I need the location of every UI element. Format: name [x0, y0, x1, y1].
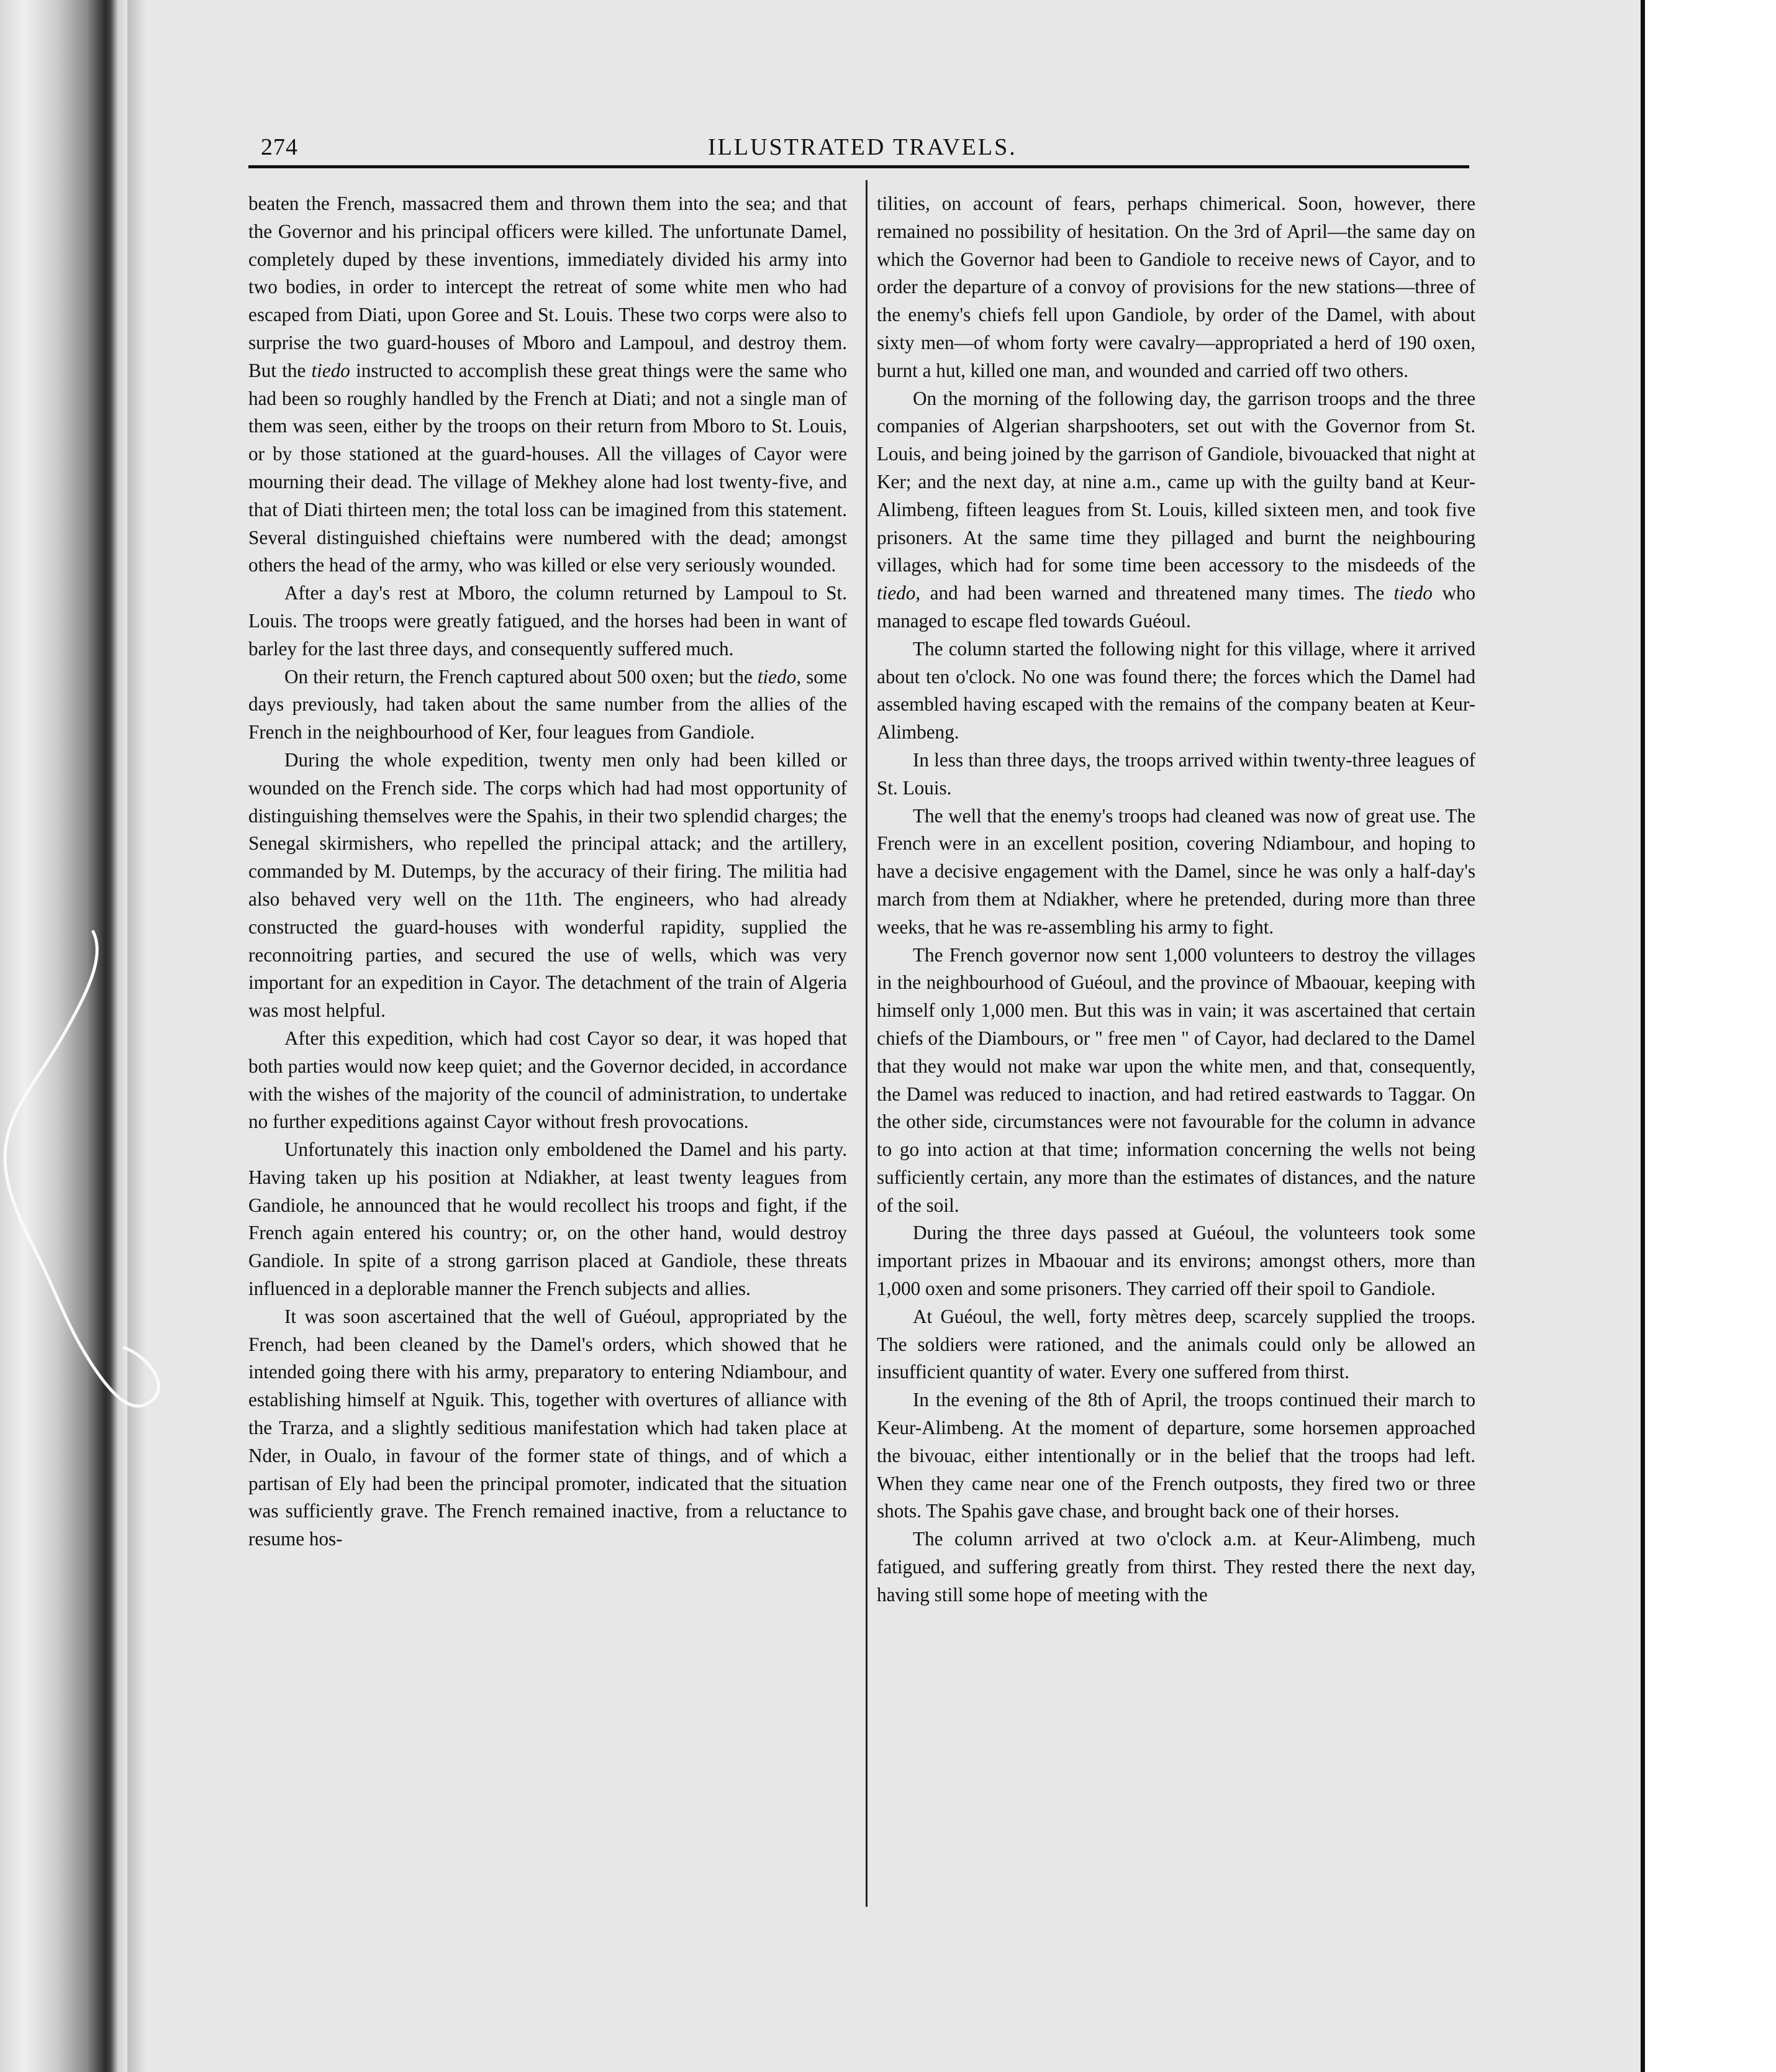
running-header: [261, 134, 1466, 165]
pencil-mark: [0, 919, 261, 1466]
paragraph: After a day's rest at Mboro, the column returned by Lampoul to St. Louis. The troops were greatly fatigued, and the horses had been in want of barley for the last three days, and consequently suffered much.: [248, 582, 847, 660]
paragraph: It was soon ascertained that the well of Guéoul, appropriated by the French, had been cleaned by the Damel's orders, which showed that he intended going there with his army, preparatory to entering Ndiambour, and establishing himself at Nguik. This, together with overtures of alliance with the Trarza, and a slightly seditious manifestation which had taken place at Nder, in Oualo, in favour of the former state of things, and of which a partisan of Ely had been the principal promoter, indicated that the situation was sufficiently grave. The French remained inactive, from a reluctance to resume hos-: [248, 1305, 847, 1550]
page-right-edge: [1641, 0, 1645, 2072]
paragraph: During the three days passed at Guéoul, the volunteers took some important prizes in Mbaouar and its environs; amongst others, more than 1,000 oxen and some prisoners. They carried off their spoil to Gandiole.: [877, 1222, 1475, 1300]
left-column: [248, 190, 847, 1898]
paragraph: In the evening of the 8th of April, the troops continued their march to Keur-Alimbeng. At the moment of departure, some horsemen approached the bivouac, either intentionally or in the belief that the troops had left. When they came near one of the French outposts, they fired two or three shots. The Spahis gave chase, and brought back one of their horses.: [877, 1389, 1475, 1522]
paragraph: The French governor now sent 1,000 volunteers to destroy the villages in the neighbourhood of Guéoul, and the province of Mbaouar, keeping with himself only 1,000 men. But this was in vain; it was ascertained that certain chiefs of the Diambours, or " free men " of Cayor, had declared to the Damel that they would not make war upon the white men, and that, consequently, the Damel was reduced to inaction, and had retired eastwards to Taggar. On the other side, circumstances were not favourable for the column in advance to go into action at that time; information concerning the wells not being sufficiently certain, any more than the estimates of distances, and the nature of the soil.: [877, 943, 1475, 1216]
paragraph: On the morning of the following day, the garrison troops and the three companies of Algerian sharpshooters, set out with the Governor from St. Louis, and being joined by the garrison of Gandiole, bivouacked that night at Ker; and the next day, at nine a.m., came up with the guilty band at Keur-Alimbeng, fifteen leagues from St. Louis, killed sixteen men, and took five prisoners. At the same time they pillaged and burnt the neighbouring villages, which had for some time been accessory to the misdeeds of the tiedo, and had been warned and threatened many times. The tiedo who managed to escape fled towards Guéoul.: [877, 387, 1475, 632]
header-rule: [248, 165, 1469, 168]
scan-margin: [1645, 0, 1776, 2072]
paragraph: The column started the following night for this village, where it arrived about ten o'clock. No one was found there; the forces which the Damel had assembled having escaped with the remains of the company beaten at Keur-Alimbeng.: [877, 637, 1475, 743]
running-title: ILLUSTRATED TRAVELS.: [708, 134, 1017, 160]
right-column: [877, 190, 1475, 1898]
paragraph: The column arrived at two o'clock a.m. at Keur-Alimbeng, much fatigued, and suffering greatly from thirst. They rested there the next day, having still some hope of meeting with the: [877, 1528, 1475, 1606]
page-number: 274: [261, 134, 298, 160]
paragraph: In less than three days, the troops arrived within twenty-three leagues of St. Louis.: [877, 748, 1475, 799]
paragraph: During the whole expedition, twenty men only had been killed or wounded on the French side. The corps which had had most opportunity of distinguishing themselves were the Spahis, in their two splendid charges; the Senegal skirmishers, who repelled the principal attack; and the artillery, commanded by M. Dutemps, by the accuracy of their firing. The militia had also behaved very well on the 11th. The engineers, who had already constructed the guard-houses with wonderful rapidity, supplied the reconnoitring parties, and secured the use of wells, which was very important for an expedition in Cayor. The detachment of the train of Algeria was most helpful.: [248, 748, 847, 1022]
paragraph: beaten the French, massacred them and thrown them into the sea; and that the Governor and his principal officers were killed. The unfortunate Damel, completely duped by these inventions, immediately divided his army into two bodies, in order to intercept the retreat of some white men who had escaped from Diati, upon Goree and St. Louis. These two corps were also to surprise the two guard-houses of Mboro and Lampoul, and destroy them. But the tiedo instructed to accomplish these great things were the same who had been so roughly handled by the French at Diati; and not a single man of them was seen, either by the troops on their return from Mboro to St. Louis, or by those stationed at the guard-houses. All the villages of Cayor were mourning their dead. The village of Mekhey alone had lost twenty-five, and that of Diati thirteen men; the total loss can be imagined from this statement. Several distinguished chieftains were numbered with the dead; amongst others the head of the army, who was killed or else very seriously wounded.: [248, 193, 847, 576]
paragraph: At Guéoul, the well, forty mètres deep, scarcely supplied the troops. The soldiers were rationed, and the animals could only be allowed an insufficient quantity of water. Every one suffered from thirst.: [877, 1305, 1475, 1383]
paragraph: The well that the enemy's troops had cleaned was now of great use. The French were in an excellent position, covering Ndiambour, and hoping to have a decisive engagement with the Damel, since he was only a half-day's march from them at Ndiakher, where he pretended, during more than three weeks, that he was re-assembling his army to fight.: [877, 804, 1475, 938]
paragraph: tilities, on account of fears, perhaps chimerical. Soon, however, there remained no possibility of hesitation. On the 3rd of April—the same day on which the Governor had been to Gandiole to receive news of Cayor, and to order the departure of a convoy of provisions for the new stations—three of the enemy's chiefs fell upon Gandiole, by order of the Damel, with about sixty men—of whom forty were cavalry—appropriated a herd of 190 oxen, burnt a hut, killed one man, and wounded and carried off two others.: [877, 193, 1475, 381]
column-divider: [866, 180, 868, 1907]
paragraph: After this expedition, which had cost Cayor so dear, it was hoped that both parties would now keep quiet; and the Governor decided, in accordance with the wishes of the majority of the council of administration, to undertake no further expeditions against Cayor without fresh provocations.: [248, 1027, 847, 1133]
paragraph: On their return, the French captured about 500 oxen; but the tiedo, some days previously, had taken about the same number from the allies of the French in the neighbourhood of Ker, four leagues from Gandiole.: [248, 665, 847, 743]
paragraph: Unfortunately this inaction only emboldened the Damel and his party. Having taken up his position at Ndiakher, at least twenty leagues from Gandiole, he announced that he would recollect his troops and fight, if the French again entered his country; or, on the other hand, would destroy Gandiole. In spite of a strong garrison placed at Gandiole, these threats influenced in a deplorable manner the French subjects and allies.: [248, 1138, 847, 1300]
